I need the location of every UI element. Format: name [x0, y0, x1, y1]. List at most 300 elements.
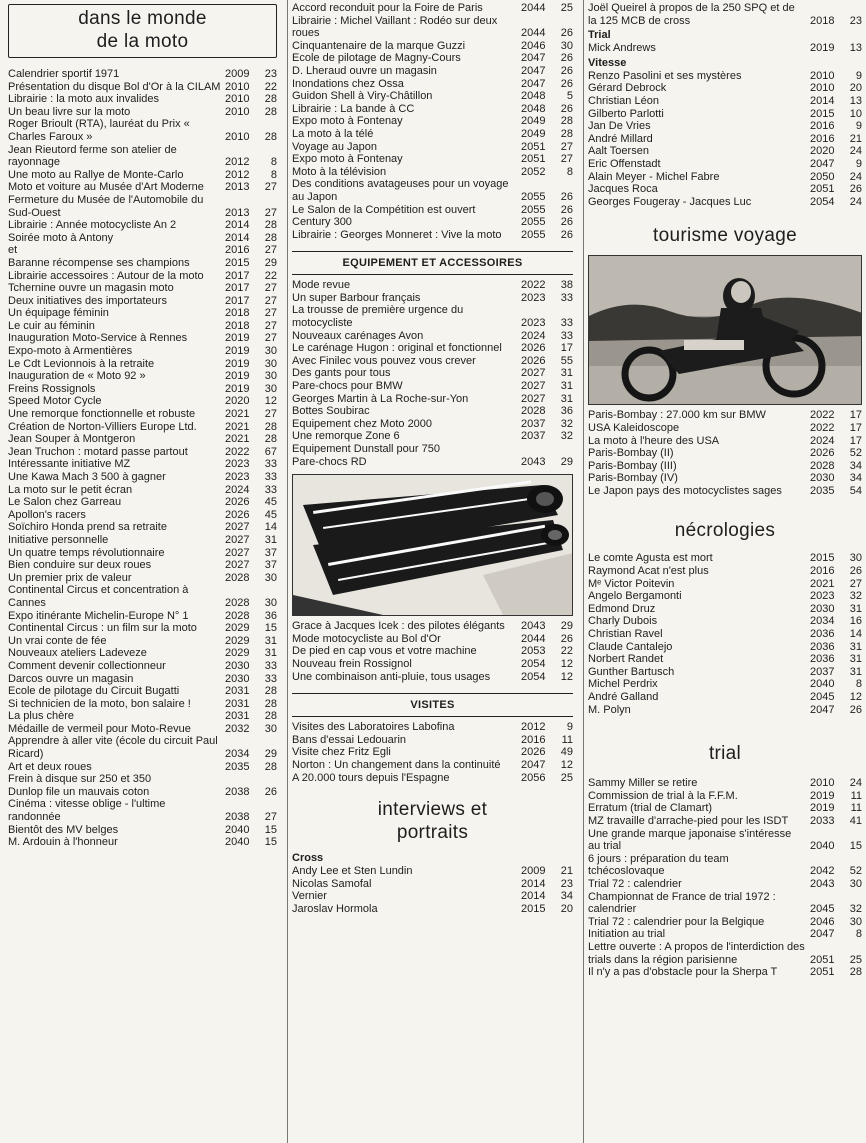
entry-issue: 2044	[521, 632, 546, 645]
entry-title: Bottes Soubirac	[292, 405, 370, 418]
entry-page: 29	[264, 256, 277, 269]
entry-page: 28	[264, 685, 277, 698]
entry-page: 17	[849, 434, 862, 447]
entry-page: 27	[264, 307, 277, 320]
entry-title: Nouveau frein Rossignol	[292, 657, 412, 670]
entry-title: Claude Cantalejo	[588, 640, 673, 653]
index-entry	[588, 891, 862, 916]
entry-page: 36	[560, 405, 573, 418]
index-entry	[8, 93, 277, 106]
entry-title: Frein à disque sur 250 et 350	[8, 773, 152, 786]
entry-issue: 2027	[225, 521, 250, 534]
index-entry	[588, 828, 862, 853]
entry-page: 33	[264, 672, 277, 685]
index-entry	[588, 552, 862, 565]
index-entry	[8, 484, 277, 497]
entry-issue: 2019	[810, 42, 835, 55]
entry-issue: 2030	[225, 659, 250, 672]
entry-page: 38	[560, 279, 573, 292]
entry-page: 30	[264, 357, 277, 370]
entry-issue: 2055	[521, 216, 546, 229]
entry-issue: 2012	[225, 156, 250, 169]
entry-title: Freins Rossignols	[8, 382, 96, 395]
index-entry	[8, 446, 277, 459]
entry-page: 14	[849, 628, 862, 641]
entry-title: Expo moto à Fontenay	[292, 115, 403, 128]
entry-page: 27	[264, 319, 277, 332]
entry-page: 31	[264, 634, 277, 647]
index-entry	[8, 433, 277, 446]
entry-issue: 2055	[521, 228, 546, 241]
entry-issue: 2056	[521, 771, 546, 784]
index-entry	[292, 229, 573, 242]
entry-issue: 2016	[810, 132, 835, 145]
entry-page: 52	[849, 447, 862, 460]
index-entry	[588, 853, 862, 878]
entry-page: 8	[855, 678, 862, 691]
entry-page: 33	[264, 458, 277, 471]
index-entry	[588, 171, 862, 184]
section-title-equipement: EQUIPEMENT ET ACCESSOIRES	[292, 251, 573, 275]
entry-title: Eric Offenstadt	[588, 157, 661, 170]
index-entry	[588, 409, 862, 422]
entry-issue: 2040	[225, 823, 250, 836]
entry-title: Un quatre temps révolutionnaire	[8, 546, 165, 559]
entry-title: Charly Dubois	[588, 615, 658, 628]
entry-page: 8	[855, 928, 862, 941]
entry-page: 33	[560, 291, 573, 304]
entry-title: Inondations chez Ossa	[292, 77, 404, 90]
index-entry	[8, 194, 277, 219]
index-entry	[588, 158, 862, 171]
index-entry	[588, 460, 862, 473]
entry-page: 34	[849, 459, 862, 472]
entry-issue: 2033	[810, 814, 835, 827]
index-entry	[8, 698, 277, 711]
index-entry	[8, 295, 277, 308]
entry-page: 32	[849, 590, 862, 603]
entry-issue: 2037	[810, 665, 835, 678]
entry-page: 31	[560, 392, 573, 405]
entry-title: Médaille de vermeil pour Moto-Revue	[8, 722, 191, 735]
entry-title: Bans d'essai Ledouarin	[292, 733, 407, 746]
index-entry	[588, 578, 862, 591]
entry-page: 27	[560, 140, 573, 153]
entry-title: Une moto au Rallye de Monte-Carlo	[8, 168, 184, 181]
entry-title: Gunther Bartusch	[588, 665, 675, 678]
entry-issue: 2027	[225, 559, 250, 572]
entry-title: Bientôt des MV belges	[8, 823, 119, 836]
entry-page: 52	[849, 865, 862, 878]
entry-page: 36	[264, 609, 277, 622]
entry-issue: 2047	[810, 703, 835, 716]
entry-issue: 2010	[225, 130, 250, 143]
entry-title: Ecole de pilotage du Circuit Bugatti	[8, 685, 180, 698]
entry-title: et	[8, 244, 18, 257]
entry-issue: 2010	[810, 69, 835, 82]
index-entry	[8, 710, 277, 723]
entry-page: 26	[560, 64, 573, 77]
index-entry	[588, 966, 862, 979]
index-entry	[8, 786, 277, 799]
entry-issue: 2019	[225, 357, 250, 370]
entry-page: 13	[849, 42, 862, 55]
entry-title: Soirée moto à Antony	[8, 231, 114, 244]
entry-issue: 2028	[521, 405, 546, 418]
entry-page: 27	[264, 244, 277, 257]
index-entry	[292, 40, 573, 53]
index-entry	[292, 15, 573, 40]
entry-page: 14	[264, 521, 277, 534]
entry-page: 28	[264, 219, 277, 232]
entry-issue: 2016	[810, 120, 835, 133]
entry-page: 28	[264, 231, 277, 244]
entry-issue: 2012	[521, 721, 546, 734]
entry-issue: 2021	[225, 420, 250, 433]
index-entry	[588, 472, 862, 485]
entry-title: Une Kawa Mach 3 500 à gagner	[8, 471, 166, 483]
entry-title: Jan De Vries	[588, 120, 651, 133]
entry-title: Le carénage Hugon : original et fonctionnel	[292, 342, 502, 355]
index-entry	[8, 635, 277, 648]
entry-page: 26	[560, 228, 573, 241]
entry-page: 28	[264, 710, 277, 723]
entry-title: A 20.000 tours depuis l'Espagne	[292, 771, 450, 784]
index-entry	[8, 118, 277, 143]
index-entry	[8, 395, 277, 408]
entry-page: 23	[264, 68, 277, 80]
entry-title: Andy Lee et Sten Lundin	[292, 865, 413, 878]
entry-issue: 2010	[810, 82, 835, 95]
entry-page: 22	[560, 645, 573, 658]
entry-page: 31	[849, 640, 862, 653]
index-entry	[8, 572, 277, 585]
entry-page: 21	[560, 865, 573, 878]
entry-page: 8	[566, 165, 573, 178]
entry-page: 8	[270, 156, 277, 169]
entry-issue: 2022	[521, 279, 546, 292]
index-entry	[292, 52, 573, 65]
index-entry	[588, 615, 862, 628]
entry-page: 10	[849, 107, 862, 120]
column-middle	[287, 0, 577, 1143]
list-interviews-continued	[588, 2, 862, 27]
index-entry	[588, 435, 862, 448]
index-entry	[292, 178, 573, 203]
entry-title: De pied en cap vous et votre machine	[292, 645, 477, 658]
list-tourisme	[588, 409, 862, 497]
entry-issue: 2029	[225, 622, 250, 635]
entry-title: Deux initiatives des importateurs	[8, 294, 167, 307]
index-entry	[588, 941, 862, 966]
entry-title: Librairie : Georges Monneret : Vive la moto	[292, 228, 502, 241]
entry-page: 34	[560, 890, 573, 903]
entry-issue: 2026	[810, 447, 835, 460]
index-entry	[8, 471, 277, 484]
entry-title: Le Cdt Levionnois à la retraite	[8, 357, 155, 370]
entry-page: 9	[566, 721, 573, 734]
index-entry	[588, 603, 862, 616]
entry-issue: 2047	[521, 758, 546, 771]
entry-issue: 2015	[810, 552, 835, 565]
index-entry	[588, 2, 862, 27]
entry-title: Jean Souper à Montgeron	[8, 433, 136, 446]
index-entry	[292, 292, 573, 305]
entry-issue: 2026	[225, 508, 250, 521]
entry-issue: 2015	[225, 256, 250, 269]
entry-issue: 2010	[225, 105, 250, 118]
index-entry	[8, 144, 277, 169]
entry-title: Baranne récompense ses champions	[8, 256, 190, 269]
entry-page: 24	[849, 145, 862, 158]
entry-title: Jean Truchon : motard passe partout	[8, 445, 188, 458]
index-entry	[292, 115, 573, 128]
index-entry	[588, 133, 862, 146]
index-entry	[8, 824, 277, 837]
entry-title: Une combinaison anti-pluie, tous usages	[292, 670, 491, 683]
entry-issue: 2020	[810, 145, 835, 158]
entry-issue: 2050	[810, 170, 835, 183]
entry-issue: 2021	[225, 433, 250, 446]
entry-title: Jaroslav Hormola	[292, 902, 378, 915]
entry-issue: 2018	[225, 307, 250, 320]
index-entry	[588, 802, 862, 815]
entry-title: Pare-chocs RD	[292, 455, 367, 468]
entry-issue: 2021	[810, 577, 835, 590]
entry-title: Joël Queirel à propos de la 250 SPQ et de la 125 MCB de cross	[588, 2, 795, 27]
entry-title: Des conditions avatageuses pour un voyage au Japon	[292, 178, 509, 203]
entry-page: 12	[560, 758, 573, 771]
entry-title: Renzo Pasolini et ses mystères	[588, 69, 742, 82]
index-entry	[588, 183, 862, 196]
index-entry	[588, 916, 862, 929]
entry-issue: 2051	[521, 153, 546, 166]
entry-title: Pare-chocs pour BMW	[292, 380, 403, 393]
index-entry	[292, 772, 573, 785]
list-visites	[292, 721, 573, 784]
entry-title: Bien conduire sur deux roues	[8, 559, 152, 572]
entry-title: Il n'y a pas d'obstacle pour la Sherpa T	[588, 966, 778, 979]
index-entry	[588, 82, 862, 95]
entry-issue: 2009	[521, 865, 546, 878]
entry-page: 11	[561, 733, 573, 746]
entry-page: 26	[560, 203, 573, 216]
entry-page: 25	[560, 2, 573, 14]
entry-issue: 2031	[225, 710, 250, 723]
index-entry	[588, 422, 862, 435]
entry-issue: 2012	[225, 168, 250, 181]
entry-page: 33	[264, 483, 277, 496]
entry-title: MZ travaille d'arrache-pied pour les ISDT	[588, 814, 789, 827]
entry-issue: 2051	[521, 140, 546, 153]
entry-page: 17	[560, 342, 573, 355]
entry-title: La moto à la télé	[292, 127, 374, 140]
entry-title: Des gants pour tous	[292, 367, 391, 380]
entry-page: 29	[560, 620, 573, 633]
entry-issue: 2047	[521, 64, 546, 77]
entry-page: 55	[560, 354, 573, 367]
entry-title: La moto à l'heure des USA	[588, 434, 720, 447]
entry-issue: 2028	[225, 571, 250, 584]
entry-title: Inauguration Moto-Service à Rennes	[8, 332, 188, 345]
index-entry	[8, 458, 277, 471]
entry-issue: 2047	[521, 52, 546, 65]
entry-title: Trial 72 : calendrier	[588, 877, 682, 890]
entry-page: 28	[264, 130, 277, 143]
entry-issue: 2028	[225, 596, 250, 609]
entry-title: M. Polyn	[588, 703, 631, 716]
entry-issue: 2014	[521, 890, 546, 903]
entry-page: 30	[264, 370, 277, 383]
entry-page: 27	[264, 282, 277, 295]
index-entry	[8, 622, 277, 635]
entry-issue: 2042	[810, 865, 835, 878]
entry-issue: 2019	[225, 382, 250, 395]
entry-title: Paris-Bombay (IV)	[588, 472, 678, 485]
entry-page: 30	[264, 345, 277, 358]
entry-issue: 2019	[810, 802, 835, 815]
entry-page: 31	[560, 367, 573, 380]
entry-title: Darcos ouvre un magasin	[8, 672, 134, 685]
entry-page: 21	[849, 132, 862, 145]
entry-issue: 2016	[225, 244, 250, 257]
entry-page: 31	[849, 602, 862, 615]
entry-page: 31	[264, 533, 277, 546]
entry-issue: 2014	[225, 219, 250, 232]
index-entry	[588, 653, 862, 666]
entry-page: 27	[264, 811, 277, 824]
entry-page: 26	[560, 190, 573, 203]
entry-title: Apprendre à aller vite (école du circuit Paul Ricard)	[8, 735, 218, 761]
entry-issue: 2034	[810, 615, 835, 628]
index-entry	[8, 181, 277, 194]
entry-title: Expo itinérante Michelin-Europe N° 1	[8, 609, 189, 622]
index-entry	[292, 90, 573, 103]
entry-title: Alain Meyer - Michel Fabre	[588, 170, 720, 183]
subhead-trial: Trial	[588, 29, 611, 42]
index-entry	[8, 685, 277, 698]
entry-page: 41	[849, 814, 862, 827]
entry-title: Une remorque Zone 6	[292, 430, 400, 443]
entry-page: 27	[560, 153, 573, 166]
entry-issue: 2031	[225, 685, 250, 698]
entry-page: 26	[560, 632, 573, 645]
entry-title: Equipement Dunstall pour 750	[292, 443, 440, 455]
entry-page: 27	[264, 206, 277, 219]
entry-page: 23	[560, 877, 573, 890]
index-entry	[8, 723, 277, 736]
index-entry	[292, 216, 573, 229]
entry-issue: 2040	[810, 840, 835, 853]
entry-issue: 2043	[810, 877, 835, 890]
entry-page: 31	[849, 665, 862, 678]
entry-issue: 2027	[521, 380, 546, 393]
entry-page: 27	[264, 181, 277, 194]
index-entry	[292, 746, 573, 759]
entry-issue: 2046	[810, 915, 835, 928]
entry-title: Vernier	[292, 890, 327, 903]
index-entry	[8, 521, 277, 534]
entry-page: 32	[560, 430, 573, 443]
list-cross	[292, 865, 573, 915]
index-entry	[588, 95, 862, 108]
entry-page: 26	[560, 216, 573, 229]
entry-issue: 2019	[225, 332, 250, 345]
index-entry	[292, 204, 573, 217]
entry-page: 8	[270, 168, 277, 181]
entry-issue: 2018	[810, 14, 835, 27]
entry-title: Une remorque fonctionnelle et robuste	[8, 408, 196, 421]
entry-issue: 2026	[225, 496, 250, 509]
entry-issue: 2023	[225, 471, 250, 483]
entry-page: 9	[855, 157, 862, 170]
entry-page: 26	[560, 52, 573, 65]
index-entry	[292, 456, 573, 469]
entry-issue: 2055	[521, 203, 546, 216]
index-entry	[8, 383, 277, 396]
entry-issue: 2019	[810, 789, 835, 802]
index-entry	[292, 418, 573, 431]
entry-page: 26	[560, 27, 573, 40]
index-entry	[8, 370, 277, 383]
entry-title: Un premier prix de valeur	[8, 571, 132, 584]
entry-page: 30	[849, 877, 862, 890]
entry-issue: 2045	[810, 903, 835, 916]
entry-page: 32	[849, 903, 862, 916]
entry-page: 15	[849, 840, 862, 853]
entry-page: 30	[849, 552, 862, 565]
index-entry	[588, 628, 862, 641]
entry-page: 24	[849, 195, 862, 208]
entry-issue: 2037	[521, 417, 546, 430]
entry-title: Création de Norton-Villiers Europe Ltd.	[8, 420, 197, 433]
index-entry	[292, 759, 573, 772]
entry-issue: 2028	[810, 459, 835, 472]
column-right	[583, 0, 866, 1143]
index-entry	[8, 798, 277, 823]
entry-page: 33	[560, 329, 573, 342]
entry-title: Librairie accessoires : Autour de la moto	[8, 269, 204, 282]
entry-title: Erratum (trial de Clamart)	[588, 802, 713, 815]
entry-title: Moto et voiture au Musée d'Art Moderne	[8, 181, 204, 194]
entry-issue: 2034	[225, 748, 250, 761]
index-entry	[8, 169, 277, 182]
entry-page: 49	[560, 746, 573, 759]
entry-title: Librairie : Michel Vaillant : Rodéo sur deux roues	[292, 14, 498, 40]
index-entry	[8, 773, 277, 786]
entry-title: Dunlop file un mauvais coton	[8, 785, 150, 798]
entry-issue: 2037	[521, 430, 546, 443]
index-entry	[292, 903, 573, 916]
index-entry	[8, 735, 277, 760]
index-entry	[588, 878, 862, 891]
entry-page: 29	[560, 455, 573, 468]
index-entry	[8, 761, 277, 774]
entry-title: Angelo Bergamonti	[588, 590, 682, 603]
entry-page: 25	[849, 953, 862, 966]
list-monde-continued	[292, 2, 573, 241]
index-entry	[8, 232, 277, 245]
entry-title: Librairie : la moto aux invalides	[8, 93, 160, 106]
index-entry	[8, 219, 277, 232]
index-entry	[292, 2, 573, 15]
entry-issue: 2014	[225, 231, 250, 244]
entry-page: 22	[264, 269, 277, 282]
entry-title: Un équipage féminin	[8, 307, 109, 320]
entry-title: André Galland	[588, 691, 659, 703]
index-entry	[8, 559, 277, 572]
entry-page: 24	[849, 170, 862, 183]
